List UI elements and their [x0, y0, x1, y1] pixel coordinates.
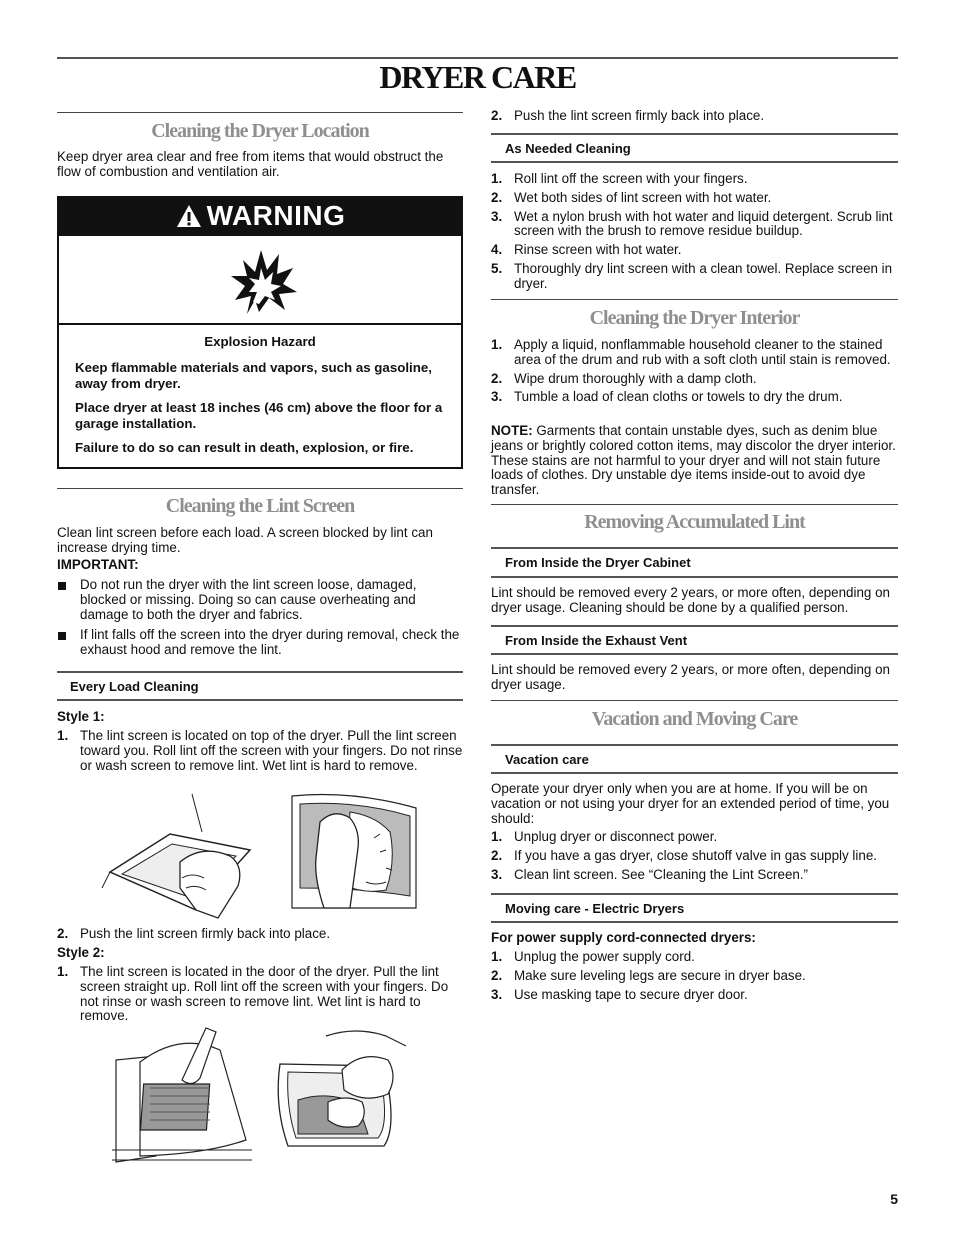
- warning-header: [59, 198, 461, 234]
- subheading-cabinet: From Inside the Dryer Cabinet: [505, 555, 691, 570]
- list-item: 3. Use masking tape to secure dryer door.: [491, 986, 748, 1002]
- list-item: 1. Unplug dryer or disconnect power.: [491, 829, 718, 844]
- list-item: 2. Make sure leveling legs are secure in dryer base.: [491, 967, 806, 983]
- style2-label: Style 2:: [57, 945, 105, 960]
- lint-screen-rolling-illustration: [290, 792, 420, 914]
- warning-line: Place dryer at least 18 inches (46 cm) above the floor for a garage installation.: [75, 400, 443, 431]
- warning-line: Failure to do so can result in death, explosion, or fire.: [75, 440, 414, 456]
- lint-intro: Clean lint screen before each load. A screen blocked by lint can increase drying time.: [57, 525, 433, 555]
- interior-steps: [491, 338, 898, 405]
- vacation-steps: [491, 830, 901, 882]
- divider: [491, 576, 898, 578]
- divider: [491, 504, 898, 505]
- list-item: 1. Roll lint off the screen with your fingers.: [491, 171, 748, 186]
- list-item: 3. Tumble a load of clean cloths or towels to dry the drum.: [491, 389, 843, 405]
- divider: [491, 625, 898, 627]
- section-heading-interior: Cleaning the Dryer Interior: [589, 307, 800, 329]
- list-item: 1. Unplug the power supply cord.: [491, 949, 695, 964]
- hazard-title: Explosion Hazard: [204, 334, 316, 349]
- divider: [57, 699, 463, 701]
- list-item: 2. Push the lint screen firmly back into place.: [491, 108, 765, 123]
- style1-label: Style 1:: [57, 709, 105, 724]
- cord-steps: [491, 950, 901, 1002]
- interior-note: NOTE: Garments that contain unstable dyes, such as denim blue jeans or brightly colored cotton items, may discolor the dryer interior. These stains are not harmful to your dryer and will not stain future loads of clothes. Dry unstable dye items inside-out to avoid dye transfer.: [491, 423, 896, 498]
- divider: [491, 653, 898, 655]
- divider: [57, 112, 463, 113]
- list-item: 4. Rinse screen with hot water.: [491, 242, 682, 258]
- section-heading-vacation: Vacation and Moving Care: [591, 708, 798, 730]
- cabinet-text: Lint should be removed every 2 years, or more often, depending on dryer usage. Cleaning should be done by a qualified person.: [491, 585, 890, 615]
- divider: [57, 488, 463, 489]
- important-label: IMPORTANT:: [57, 557, 139, 572]
- divider: [491, 161, 898, 163]
- list-item: 2. Wipe drum thoroughly with a damp cloth.: [491, 370, 757, 386]
- list-item: 3. Clean lint screen. See “Cleaning the Lint Screen.”: [491, 866, 809, 882]
- list-item: 1. The lint screen is located on top of the dryer. Pull the lint screen toward you. Roll lint off the screen with your fingers. Do not rinse or wash screen to remove lint. Wet lint is hard to remove.: [57, 728, 463, 773]
- divider: [491, 772, 898, 774]
- page-number: 5: [890, 1191, 898, 1207]
- lint-screen-door-illustration: [110, 1022, 258, 1166]
- list-item: 1. Apply a liquid, nonflammable household cleaner to the stained area of the drum and rub with a soft cloth until stain is removed.: [491, 337, 891, 367]
- section-heading-accumulated: Removing Accumulated Lint: [584, 511, 805, 533]
- warning-label: WARNING: [206, 199, 346, 231]
- section-heading-location: Cleaning the Dryer Location: [151, 120, 369, 142]
- lint-screen-door-rolling-illustration: [272, 1030, 412, 1150]
- divider: [491, 133, 898, 135]
- subheading-vent: From Inside the Exhaust Vent: [505, 633, 688, 648]
- explosion-icon: [229, 246, 299, 316]
- list-item: 1. The lint screen is located in the door of the dryer. Pull the lint screen straight up. Roll lint off the screen with your fingers. Do not rinse or wash screen to remove lint. Wet lint is hard to remove.: [57, 964, 449, 1024]
- divider: [491, 547, 898, 549]
- list-item: If lint falls off the screen into the dryer during removal, check the exhaust hood and remove the lint.: [57, 628, 463, 658]
- list-item: 3. Wet a nylon brush with hot water and liquid detergent. Scrub lint screen with the brush to remove residue buildup.: [491, 208, 893, 239]
- warning-triangle-icon: [175, 203, 203, 229]
- lint-screen-top-illustration: [100, 792, 260, 922]
- list-item: 2. Wet both sides of lint screen with hot water.: [491, 189, 772, 205]
- list-item: 5. Thoroughly dry lint screen with a clean towel. Replace screen in dryer.: [491, 260, 893, 291]
- divider: [491, 893, 898, 895]
- subheading-every-load: Every Load Cleaning: [70, 679, 199, 694]
- subheading-as-needed: As Needed Cleaning: [505, 141, 631, 156]
- vacation-intro: Operate your dryer only when you are at home. If you will be on vacation or not using your dryer for an extended period of time, you should:: [491, 781, 890, 826]
- divider: [491, 921, 898, 923]
- page-title: DRYER CARE: [379, 59, 576, 95]
- important-list: [57, 578, 463, 664]
- vent-text: Lint should be removed every 2 years, or more often, depending on dryer usage.: [491, 662, 890, 692]
- subheading-vacation-care: Vacation care: [505, 752, 589, 767]
- divider: [491, 744, 898, 746]
- subheading-moving-care: Moving care - Electric Dryers: [505, 901, 685, 916]
- warning-line: Keep flammable materials and vapors, such as gasoline, away from dryer.: [75, 360, 432, 391]
- section-heading-lint: Cleaning the Lint Screen: [165, 495, 355, 517]
- divider: [491, 700, 898, 701]
- as-needed-steps: [491, 172, 898, 292]
- divider: [57, 671, 463, 673]
- list-item: 2. Push the lint screen firmly back into place.: [57, 926, 331, 941]
- list-item: 2. If you have a gas dryer, close shutoff valve in gas supply line.: [491, 847, 877, 863]
- warning-box: [57, 196, 463, 469]
- divider: [491, 299, 898, 300]
- cord-heading: For power supply cord-connected dryers:: [491, 930, 756, 945]
- list-item: Do not run the dryer with the lint screen loose, damaged, blocked or missing. Doing so can cause overheating and damage to both the dryer and fabrics.: [57, 578, 463, 622]
- location-text: Keep dryer area clear and free from items that would obstruct the flow of combustion and ventilation air.: [57, 149, 444, 179]
